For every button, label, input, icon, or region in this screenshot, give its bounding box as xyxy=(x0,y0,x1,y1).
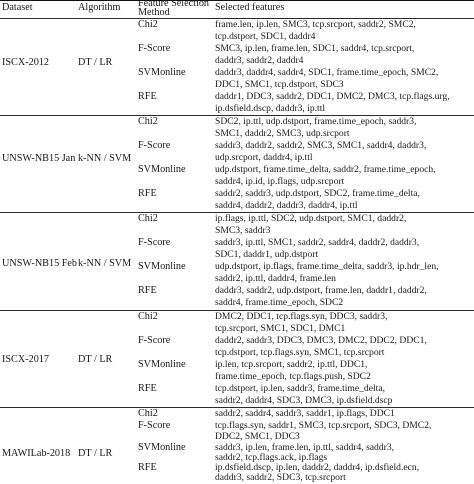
feature-line: saddr3, ip.ttl, SMC1, saddr2, saddr4, daddr2, daddr3, xyxy=(215,237,420,248)
feature-line: saddr2, daddr4, SDC3, DMC3, ip.dsfield.dscp xyxy=(215,395,393,406)
feature-line: ip.dsfield.dscp, ip.len, daddr2, daddr4, ip.dsfield.ecn, xyxy=(215,462,420,473)
method-label: RFE xyxy=(138,188,157,199)
method-label: Chi2 xyxy=(138,116,158,127)
feature-line: udp.dstport, ip.flags, frame.time_delta, saddr3, ip.hdr_len, xyxy=(215,261,439,272)
header-selected-features: Selected features xyxy=(215,2,285,13)
method-label: Chi2 xyxy=(138,311,158,322)
method-label: Chi2 xyxy=(138,408,158,419)
feature-line: daddr3, saddr2, daddr4 xyxy=(215,55,304,66)
feature-line: saddr4, ip.id, ip.flags, udp.srcport xyxy=(215,176,345,187)
feature-line: udp.srcport, daddr4, ip.ttl xyxy=(215,152,313,163)
feature-line: SDC1, daddr1, udp.dstport xyxy=(215,249,319,260)
feature-line: tcp.dstport, ip.len, saddr3, frame.time_delta, xyxy=(215,383,385,394)
algorithm-label: k-NN / SVM xyxy=(78,153,132,164)
feature-line: DDC1, SMC1, tcp.dstport, SDC3 xyxy=(215,79,344,90)
feature-line: tcp.srcport, SMC1, SDC1, DMC1 xyxy=(215,323,346,334)
method-label: SVMonline xyxy=(138,67,186,78)
feature-line: saddr3, daddr2, saddr2, SMC3, SMC1, saddr4, daddr3, xyxy=(215,140,427,151)
method-label: RFE xyxy=(138,91,157,102)
feature-line: udp.dstport, frame.time_delta, saddr2, frame.time_epoch, xyxy=(215,164,436,175)
feature-line: tcp.flags.syn, saddr1, SMC3, tcp.srcport, SDC3, DMC2, xyxy=(215,420,432,431)
feature-line: saddr2, saddr4, saddr3, saddr1, ip.flags, DDC1 xyxy=(215,408,395,419)
method-label: F-Score xyxy=(138,237,171,248)
dataset-label: ISCX-2012 xyxy=(2,57,49,68)
feature-line: SDC2, ip.ttl, udp.dstport, frame.time_epoch, saddr3, xyxy=(215,116,417,127)
algorithm-label: k-NN / SVM xyxy=(78,258,132,269)
method-label: SVMonline xyxy=(138,164,186,175)
method-label: F-Score xyxy=(138,420,171,431)
method-label: F-Score xyxy=(138,140,171,151)
method-label: SVMonline xyxy=(138,261,186,272)
method-label: RFE xyxy=(138,462,157,473)
header-algorithm: Algorithm xyxy=(78,2,121,13)
feature-line: daddr3, daddr4, saddr4, SDC1, frame.time_epoch, SMC2, xyxy=(215,67,439,78)
method-label: F-Score xyxy=(138,335,171,346)
dataset-label: ISCX-2017 xyxy=(2,354,49,365)
feature-line: SMC3, ip.len, frame.len, SDC1, saddr4, tcp.srcport, xyxy=(215,43,415,54)
method-label: Chi2 xyxy=(138,19,158,30)
algorithm-label: DT / LR xyxy=(78,354,113,365)
feature-line: saddr4, daddr2, daddr3, daddr4, ip.ttl xyxy=(215,200,358,211)
feature-line: daddr3, saddr2, udp.dstport, frame.len, daddr1, daddr2, xyxy=(215,285,427,296)
feature-line: frame.len, ip.len, SMC3, tcp.srcport, saddr2, SMC2, xyxy=(215,19,416,30)
dataset-label: UNSW-NB15 Jan xyxy=(2,153,76,164)
feature-line: daddr1, DDC3, saddr2, DDC1, DMC2, DMC3, tcp.flags.urg, xyxy=(215,91,450,102)
feature-line: frame.time_epoch, tcp.flags.push, SDC2 xyxy=(215,371,371,382)
algorithm-label: DT / LR xyxy=(78,448,113,459)
feature-line: ip.dsfield.dscp, daddr3, ip.ttl xyxy=(215,103,326,114)
method-label: Chi2 xyxy=(138,213,158,224)
method-label: RFE xyxy=(138,383,157,394)
dataset-label: UNSW-NB15 Feb xyxy=(2,258,77,269)
header-method-line1: Feature Selection xyxy=(138,0,210,9)
feature-line: tcp.dstport, tcp.flags.syn, SMC1, tcp.srcport xyxy=(215,347,385,358)
method-label: RFE xyxy=(138,285,157,296)
feature-line: saddr3, ip.len, frame.len, ip.ttl, saddr4, saddr3, xyxy=(215,442,395,453)
feature-line: ip.len, tcp.srcport, saddr2, ip.ttl, DDC1, xyxy=(215,359,368,370)
feature-line: SMC3, saddr3 xyxy=(215,225,271,236)
feature-line: saddr2, saddr3, udp.dstport, SDC2, frame.time_delta, xyxy=(215,188,420,199)
feature-line: DMC2, DDC1, tcp.flags.syn, DDC3, saddr3, xyxy=(215,311,388,322)
feature-line: SMC1, daddr2, SMC3, udp.srcport xyxy=(215,128,350,139)
method-label: F-Score xyxy=(138,43,171,54)
method-label: SVMonline xyxy=(138,359,186,370)
feature-line: ip.flags, ip.ttl, SDC2, udp.dstport, SMC1, daddr2, xyxy=(215,213,407,224)
dataset-label: MAWILab-2018 xyxy=(2,448,71,459)
method-label: SVMonline xyxy=(138,442,186,453)
feature-line: saddr2, tcp.flags.ack, ip.flags xyxy=(215,452,328,463)
algorithm-label: DT / LR xyxy=(78,57,113,68)
feature-line: DDC2, SMC1, DDC3 xyxy=(215,431,300,442)
feature-line: daddr3, saddr2, SDC3, tcp.srcport xyxy=(215,472,346,483)
header-dataset: Dataset xyxy=(2,2,33,13)
header-method-line2: Method xyxy=(138,7,170,18)
feature-line: daddr2, saddr3, DDC3, DMC3, DMC2, DDC2, DDC1, xyxy=(215,335,427,346)
feature-line: saddr4, frame.time_epoch, SDC2 xyxy=(215,297,344,308)
feature-line: tcp.dstport, SDC1, daddr4 xyxy=(215,31,316,42)
feature-line: saddr2, ip.ttl, daddr4, frame.len xyxy=(215,273,336,284)
